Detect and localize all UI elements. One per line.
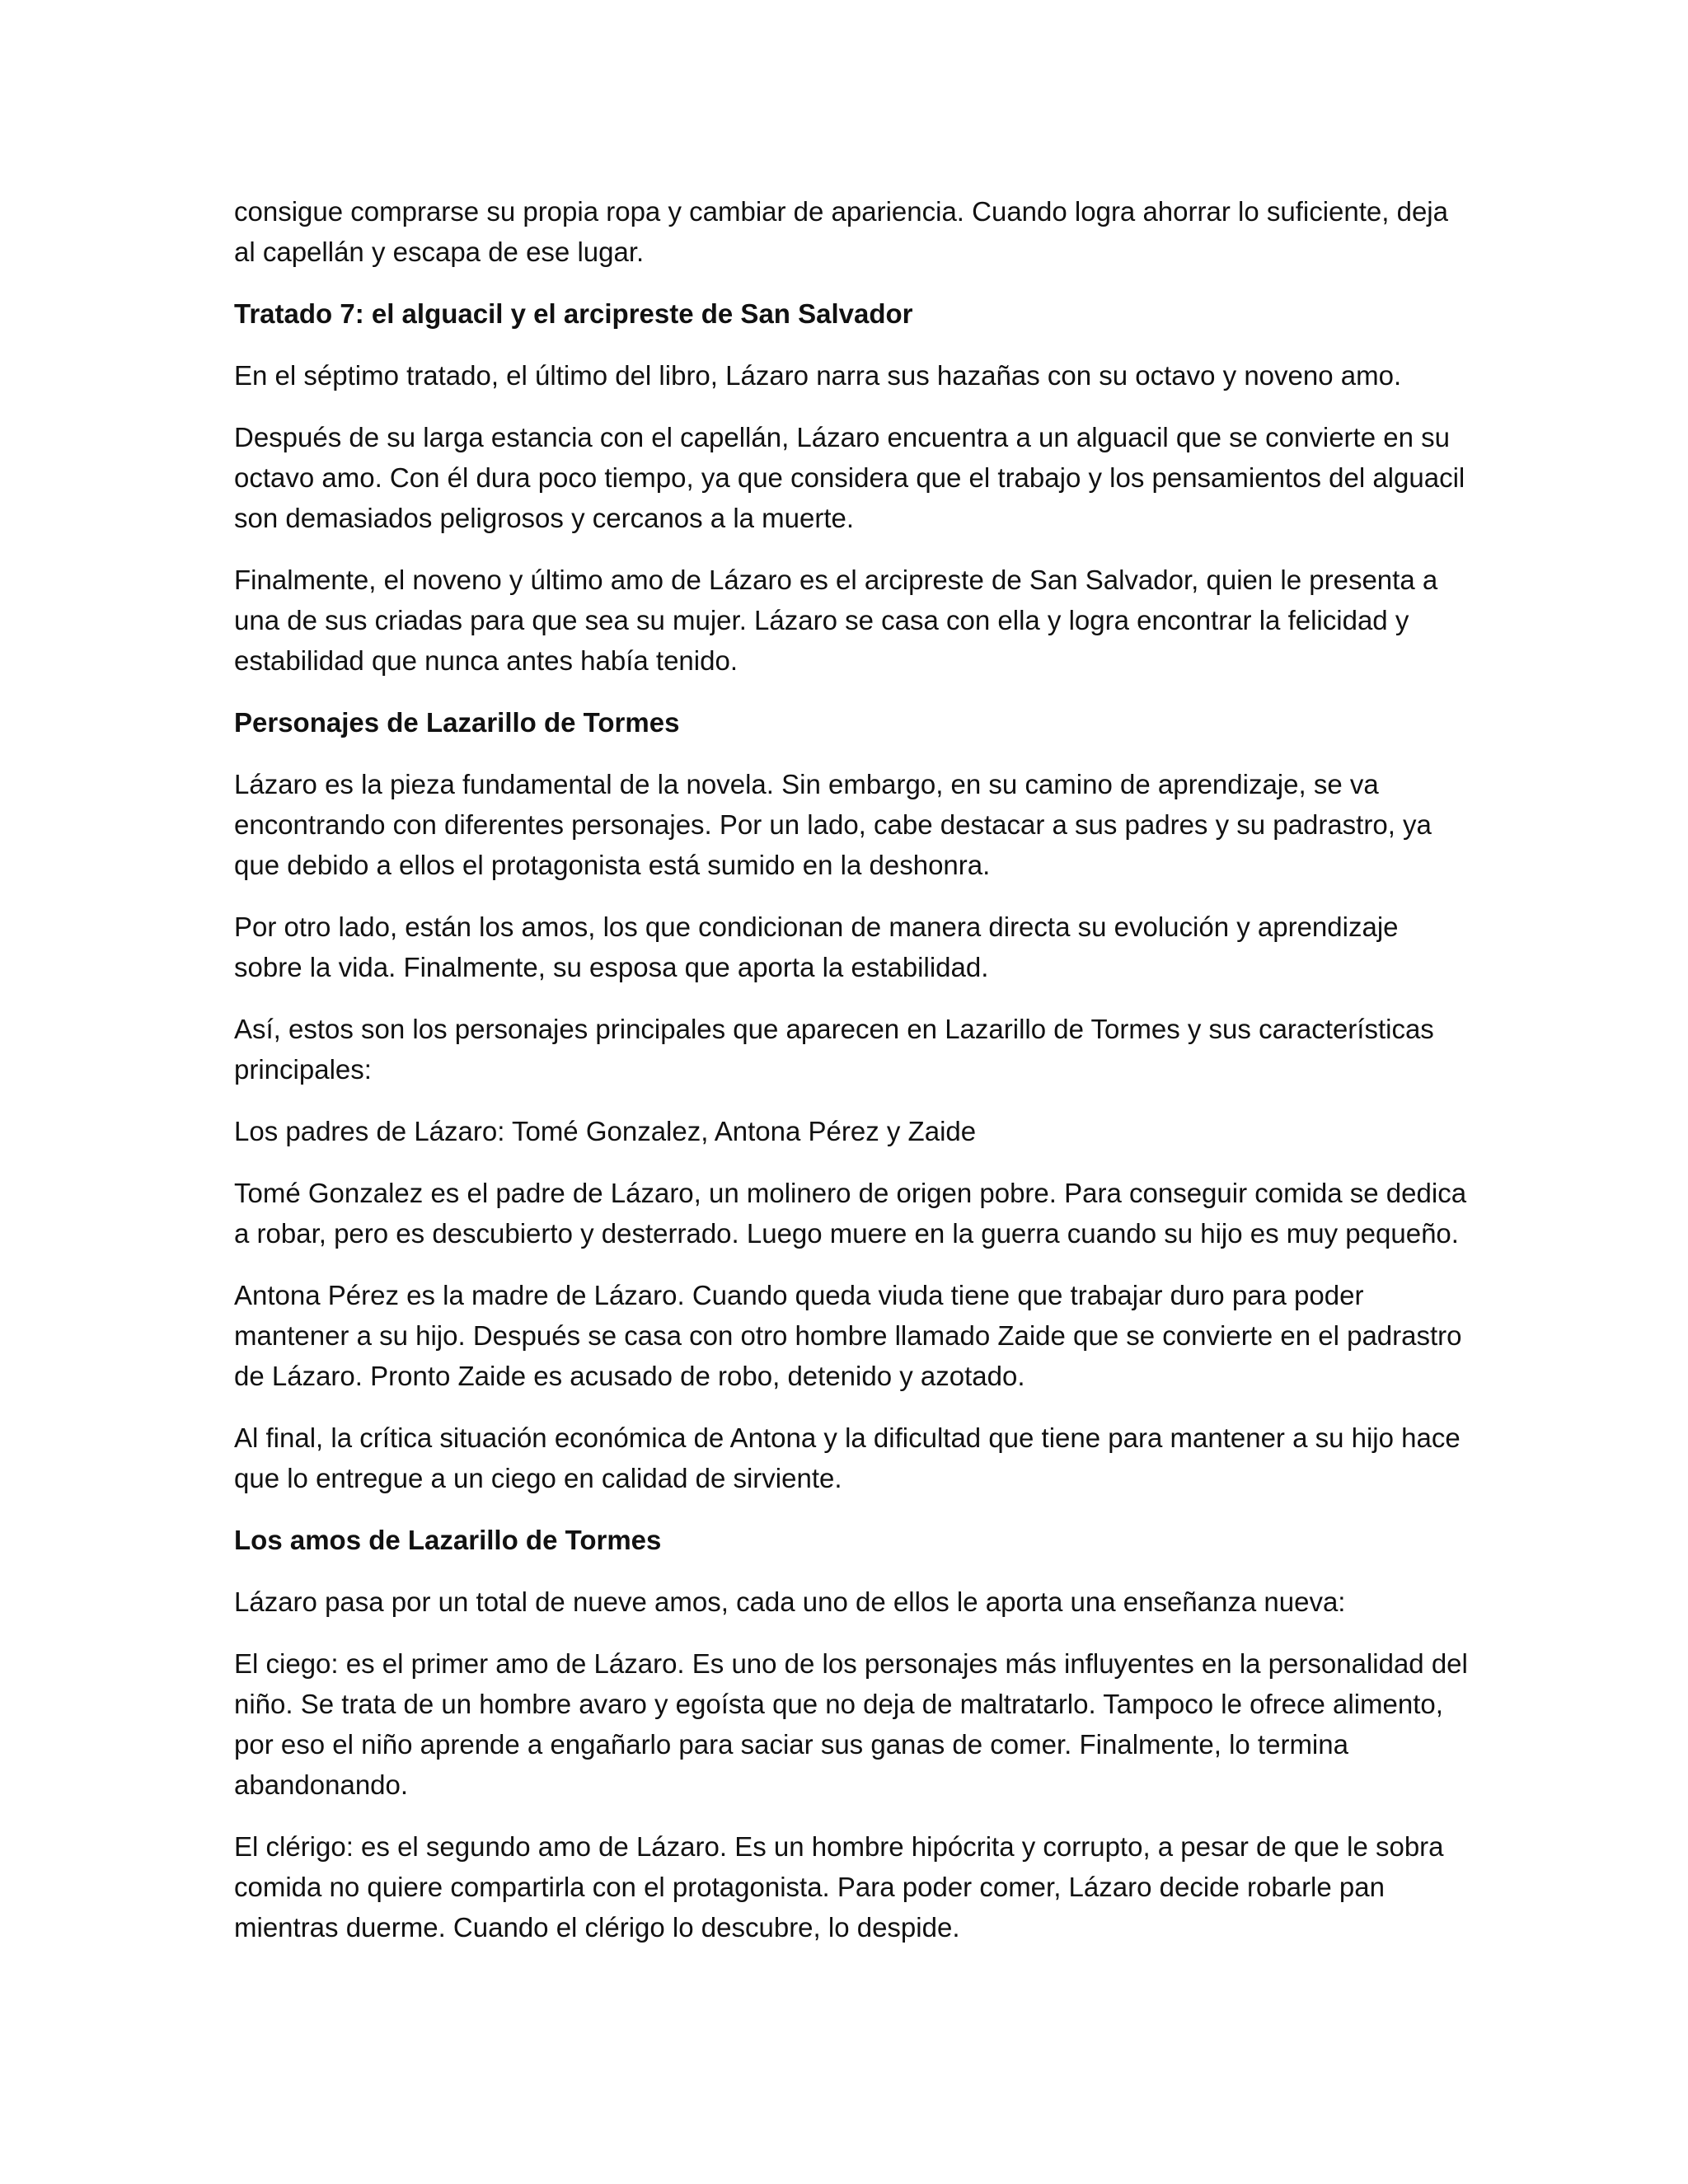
paragraph: Así, estos son los personajes principales que aparecen en Lazarillo de Tormes y sus características principales: (234, 1014, 1434, 1085)
section-heading: Los amos de Lazarillo de Tormes (234, 1525, 662, 1555)
paragraph: En el séptimo tratado, el último del libro, Lázaro narra sus hazañas con su octavo y noveno amo. (234, 360, 1402, 391)
paragraph: Lázaro pasa por un total de nueve amos, cada uno de ellos le aporta una enseñanza nueva: (234, 1586, 1346, 1617)
paragraph: consigue comprarse su propia ropa y cambiar de apariencia. Cuando logra ahorrar lo suficiente, deja al capellán y escapa de ese lugar. (234, 196, 1448, 267)
paragraph: Los padres de Lázaro: Tomé Gonzalez, Antona Pérez y Zaide (234, 1116, 977, 1146)
paragraph: Al final, la crítica situación económica de Antona y la dificultad que tiene para mantener a su hijo hace que lo entregue a un ciego en calidad de sirviente. (234, 1422, 1461, 1493)
paragraph: Finalmente, el noveno y último amo de Lázaro es el arcipreste de San Salvador, quien le presenta a una de sus criadas para que sea su mujer. Lázaro se casa con ella y logra encontrar la felicidad y estabilidad que nunca antes había tenido. (234, 565, 1438, 676)
paragraph: Lázaro es la pieza fundamental de la novela. Sin embargo, en su camino de aprendizaje, se va encontrando con diferentes personajes. Por un lado, cabe destacar a sus padres y su padrastro, ya que debido a ellos el protagonista está sumido en la deshonra. (234, 769, 1432, 880)
paragraph: Por otro lado, están los amos, los que condicionan de manera directa su evolución y aprendizaje sobre la vida. Finalmente, su esposa que aporta la estabilidad. (234, 912, 1399, 982)
section-heading: Tratado 7: el alguacil y el arcipreste de San Salvador (234, 298, 913, 329)
paragraph: Tomé Gonzalez es el padre de Lázaro, un molinero de origen pobre. Para conseguir comida se dedica a robar, pero es descubierto y desterrado. Luego muere en la guerra cuando su hijo es muy pequeño. (234, 1178, 1467, 1249)
paragraph: Después de su larga estancia con el capellán, Lázaro encuentra a un alguacil que se convierte en su octavo amo. Con él dura poco tiempo, ya que considera que el trabajo y los pensamientos del alguacil son demasiados peligrosos y cercanos a la muerte. (234, 422, 1465, 533)
paragraph: El ciego: es el primer amo de Lázaro. Es uno de los personajes más influyentes en la personalidad del niño. Se trata de un hombre avaro y egoísta que no deja de maltratarlo. Tampoco le ofrece alimento, por eso el niño aprende a engañarlo para saciar sus ganas de comer. Finalmente, lo termina abandonando. (234, 1648, 1468, 1800)
section-heading: Personajes de Lazarillo de Tormes (234, 707, 680, 738)
paragraph: El clérigo: es el segundo amo de Lázaro. Es un hombre hipócrita y corrupto, a pesar de que le sobra comida no quiere compartirla con el protagonista. Para poder comer, Lázaro decide robarle pan mientras duerme. Cuando el clérigo lo descubre, lo despide. (234, 1831, 1444, 1943)
document-page (234, 191, 1470, 1969)
paragraph: Antona Pérez es la madre de Lázaro. Cuando queda viuda tiene que trabajar duro para poder mantener a su hijo. Después se casa con otro hombre llamado Zaide que se convierte en el padrastro de Lázaro. Pronto Zaide es acusado de robo, detenido y azotado. (234, 1280, 1462, 1391)
